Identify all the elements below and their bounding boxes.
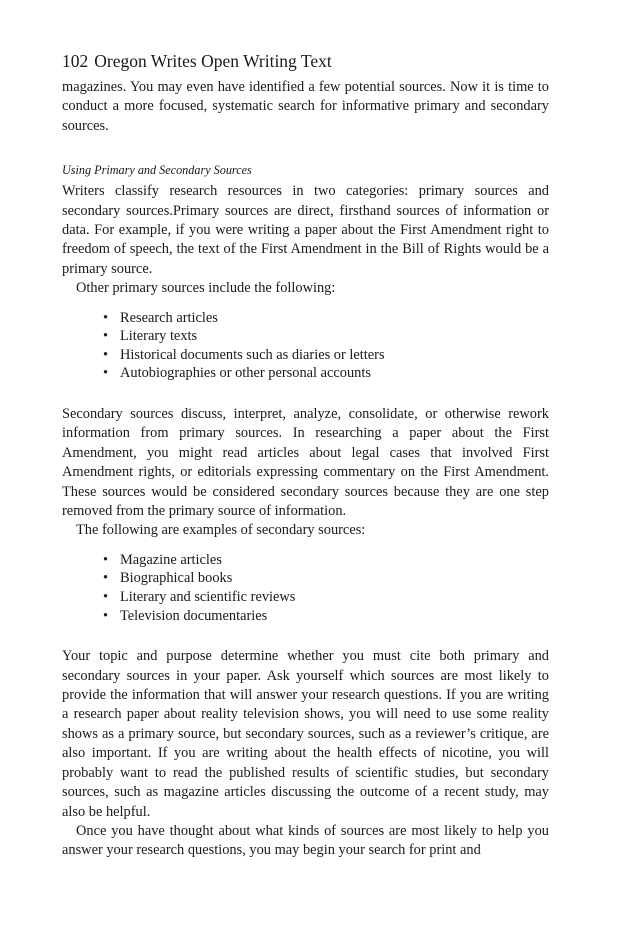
paragraph-topic-purpose: Your topic and purpose determine whether you must cite both primary and secondary sources in your paper. Ask yourself which sources are most likely to provide the information that will answer your research questions. If you are writing a research paper about reality television shows, you will need to use some reality shows as a primary source, but secondary sources, such as a reviewer’s critique, are also important. If you are writing about the health effects of nicotine, you will probably want to read the published results of scientific studies, but secondary sources, such as magazine articles discussing the outcome of a recent study, may also be helpful. xyxy=(62,648,549,820)
page-number: 102 xyxy=(62,51,89,71)
paragraph-intro: magazines. You may even have identified a few potential sources. Now it is time to conduct a more focused, systematic search for informative primary and secondary sources. xyxy=(62,79,549,134)
list-item: • Biographical books xyxy=(120,569,549,588)
list-item: • Autobiographies or other personal accounts xyxy=(120,364,549,383)
primary-sources-list xyxy=(62,309,549,383)
secondary-sources-list xyxy=(62,551,549,625)
paragraph-secondary-definition: Secondary sources discuss, interpret, analyze, consolidate, or otherwise rework information from primary sources. In researching a paper about the First Amendment, you might read articles about legal cases that involved First Amendment rights, or editorials expressing commentary on the First Amendment. These sources would be considered secondary sources because they are one step removed from the primary source of information. xyxy=(62,406,549,520)
document-page xyxy=(62,50,549,861)
running-title: Oregon Writes Open Writing Text xyxy=(94,51,332,71)
list-item: • Research articles xyxy=(120,309,549,328)
section-subheading: Using Primary and Secondary Sources xyxy=(62,163,252,178)
list-item: • Historical documents such as diaries or letters xyxy=(120,346,549,365)
paragraph-primary-definition: Writers classify research resources in two categories: primary sources and secondary sources.Primary sources are direct, firsthand sources of information or data. For example, if you were writing a paper about the First Amendment right to freedom of speech, the text of the First Amendment in the Bill of Rights would be a primary source. xyxy=(62,183,549,277)
paragraph-primary-list-intro: Other primary sources include the following: xyxy=(76,280,336,297)
list-item: • Literary texts xyxy=(120,327,549,346)
list-item: • Magazine articles xyxy=(120,551,549,570)
paragraph-secondary-list-intro: The following are examples of secondary sources: xyxy=(76,522,366,539)
list-item: • Literary and scientific reviews xyxy=(120,588,549,607)
running-header xyxy=(62,50,549,72)
list-item: • Television documentaries xyxy=(120,607,549,626)
paragraph-begin-search: Once you have thought about what kinds of sources are most likely to help you answer your research questions, you may begin your search for print and xyxy=(62,822,549,859)
